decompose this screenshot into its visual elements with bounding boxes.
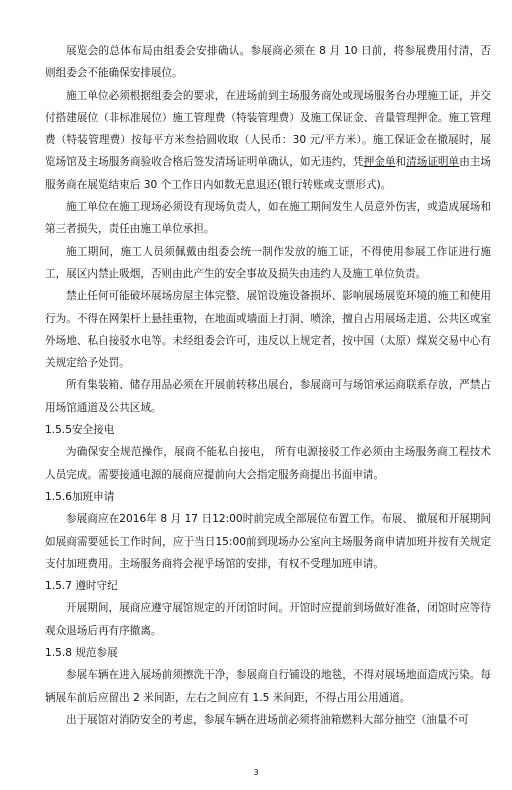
paragraph-layout-payment: 展览会的总体布局由组委会安排确认。参展商必须在 8 月 10 日前，将参展费用付清，否则组委会不能确保安排展位。 (45, 45, 491, 80)
section-heading-safe-electricity: 1.5.5安全接电 (45, 424, 115, 437)
paragraph-text: 和 (395, 156, 407, 169)
paragraph-overtime: 参展商应在2016年 8 月 17 日12:00时前完成全部展位布置工作。布展、 撤展和开展期间如展商需要延长工作时间，应于当日15:00前到现场办公室向主场服务商申请加班并按有关规定支付加班费用。主场服务商将会视乎场馆的安排，有权不受理加班申请。 (45, 513, 491, 570)
paragraph-text: 施工单位必须根据组委会的要求，在进场前到主场服务商处或现场服务台办理施工证，并交付搭建展位（非标准展位）施工管理费（特装管理费）及施工保证金、音量管理押金。施工管理费（特装管理费）按每平方米叁拾圆收取（人民币：30 元/平方米）。施工保证金在撤展时，展览场馆及主场服务商验收合格后签发清场证明单确认，如无违约，凭 (45, 89, 491, 169)
paragraph-prohibited-actions: 禁止任何可能破坏展场房屋主体完整、展馆设施设备损坏、影响展场展览环境的施工和使用行为。不得在网架杆上悬挂重物，在地面或墙面上打洞、喷涂，擅自占用展场走道、公共区或室外场地、私自接驳水电等。未经组委会许可，违反以上规定者，按中国（太原）煤炭交易中心有关规定给予处罚。 (45, 290, 491, 370)
document-body (45, 40, 491, 731)
clearance-certificate-term: 清场证明单 (406, 156, 460, 169)
paragraph-electricity: 为确保安全规范操作，展商不能私自接电， 所有电源接驳工作必须由主场服务商工程技术人员完成。需要接通电源的展商应提前向大会指定服务商提出书面申请。 (45, 446, 491, 481)
section-heading-punctuality: 1.5.7 遵时守纪 (45, 580, 118, 593)
page-number: 3 (253, 768, 259, 777)
paragraph-construction-badge: 施工期间，施工人员须佩戴由组委会统一制作发放的施工证，不得使用参展工作证进行施工，展区内禁止吸烟，否则由此产生的安全事故及损失由违约人及施工单位负责。 (45, 245, 491, 280)
section-heading-exhibit-rules: 1.5.8 规范参展 (45, 647, 118, 660)
section-heading-overtime: 1.5.6加班申请 (45, 490, 115, 503)
paragraph-construction-permit (45, 85, 491, 196)
paragraph-opening-hours: 开展期间，展商应遵守展馆规定的开闭馆时间。开馆时应提前到场做好准备，闭馆时应等待观众退场后再有序撤离。 (45, 602, 491, 637)
paragraph-containers-storage: 所有集装箱、储存用品必须在开展前转移出展台，参展商可与场馆承运商联系存放，严禁占用场馆通道及公共区域。 (45, 379, 491, 414)
deposit-slip-term: 押金单 (363, 156, 396, 169)
paragraph-site-manager: 施工单位在施工现场必须设有现场负责人，如在施工期间发生人员意外伤害，或造成展场和第三者损失，责任由施工单位承担。 (45, 201, 491, 236)
paragraph-vehicle-cleaning: 参展车辆在进入展场前须擦洗干净，参展商自行铺设的地毯，不得对展场地面造成污染。每辆展车前后应留出 2 米间距，左右之间应有 1.5 米间距，不得占用公用通道。 (45, 669, 491, 704)
paragraph-fuel-safety: 出于展馆对消防安全的考虑，参展车辆在进场前必须将油箱燃料大部分抽空（油量不可 (66, 713, 469, 726)
paragraph-text: 由主场服务商在展览结束后 30 个工作日内如数无息退还(银行转账或支票形式)。 (45, 156, 492, 191)
